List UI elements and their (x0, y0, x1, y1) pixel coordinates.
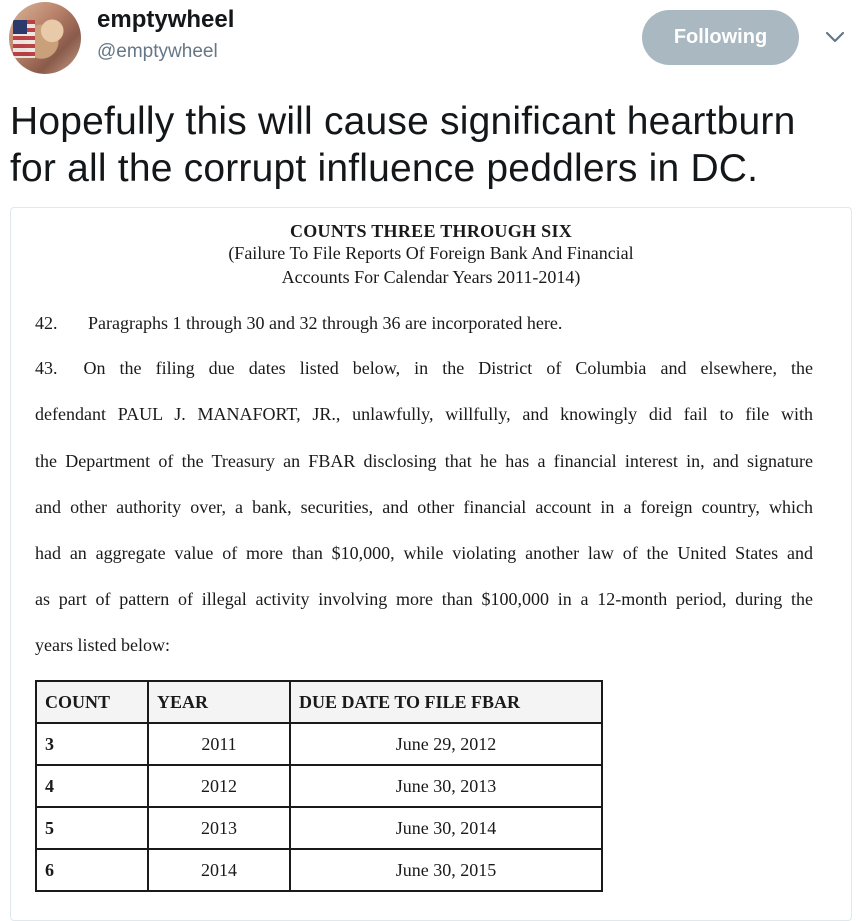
paragraph-43-line-4: and other authority over, a bank, securities, and other financial account in a foreign country, which (35, 497, 813, 517)
fbar-table (35, 680, 603, 892)
document-scan (11, 208, 851, 920)
table-cell-count: 6 (36, 849, 148, 891)
paragraph-43-line-6: as part of pattern of illegal activity involving more than $100,000 in a 12-month period, during the (35, 589, 813, 609)
paragraph-43-line-1 (35, 358, 813, 379)
table-cell-due-date: June 30, 2015 (290, 849, 602, 891)
tweet-image[interactable] (10, 207, 852, 921)
paragraph-43-line-2: defendant PAUL J. MANAFORT, JR., unlawfully, willfully, and knowingly did fail to file with (35, 404, 813, 424)
table-cell-year: 2013 (148, 807, 290, 849)
table-cell-due-date: June 30, 2014 (290, 807, 602, 849)
table-cell-due-date: June 29, 2012 (290, 723, 602, 765)
table-cell-due-date: June 30, 2013 (290, 765, 602, 807)
table-row (36, 723, 602, 765)
table-cell-count: 3 (36, 723, 148, 765)
tweet-text: Hopefully this will cause significant heartburn for all the corrupt influence peddlers in DC. (10, 100, 796, 190)
paragraph-43-line-5: had an aggregate value of more than $10,000, while violating another law of the United States and (35, 543, 813, 563)
table-cell-year: 2014 (148, 849, 290, 891)
following-button[interactable]: Following (642, 10, 799, 65)
paragraph-43-line-3: the Department of the Treasury an FBAR disclosing that he has a financial interest in, and signature (35, 451, 813, 471)
table-cell-year: 2011 (148, 723, 290, 765)
table-header-count: COUNT (36, 681, 148, 723)
display-name[interactable]: emptywheel (97, 6, 235, 33)
table-cell-count: 4 (36, 765, 148, 807)
paragraph-43-line-7: years listed below: (35, 635, 170, 655)
document-subtitle-line-1: (Failure To File Reports Of Foreign Bank And Financial (228, 243, 634, 263)
avatar[interactable] (9, 2, 81, 74)
user-handle[interactable]: @emptywheel (97, 41, 218, 62)
chevron-down-icon[interactable] (824, 28, 846, 46)
table-cell-year: 2012 (148, 765, 290, 807)
table-row (36, 849, 602, 891)
paragraph-42 (35, 313, 813, 334)
table-header-year: YEAR (148, 681, 290, 723)
paragraph-text: Paragraphs 1 through 30 and 32 through 36 are incorporated here. (88, 313, 563, 333)
table-header-row (36, 681, 602, 723)
flag-canton (13, 20, 27, 34)
table-row (36, 765, 602, 807)
document-title: COUNTS THREE THROUGH SIX (289, 221, 573, 241)
document-subtitle-line-2: Accounts For Calendar Years 2011-2014) (281, 267, 581, 287)
table-row (36, 807, 602, 849)
paragraph-text: On the filing due dates listed below, in the District of Columbia and elsewhere, the (83, 358, 813, 378)
paragraph-number: 42. (35, 313, 58, 333)
table-header-due-date: DUE DATE TO FILE FBAR (290, 681, 602, 723)
table-cell-count: 5 (36, 807, 148, 849)
paragraph-number: 43. (35, 358, 58, 378)
